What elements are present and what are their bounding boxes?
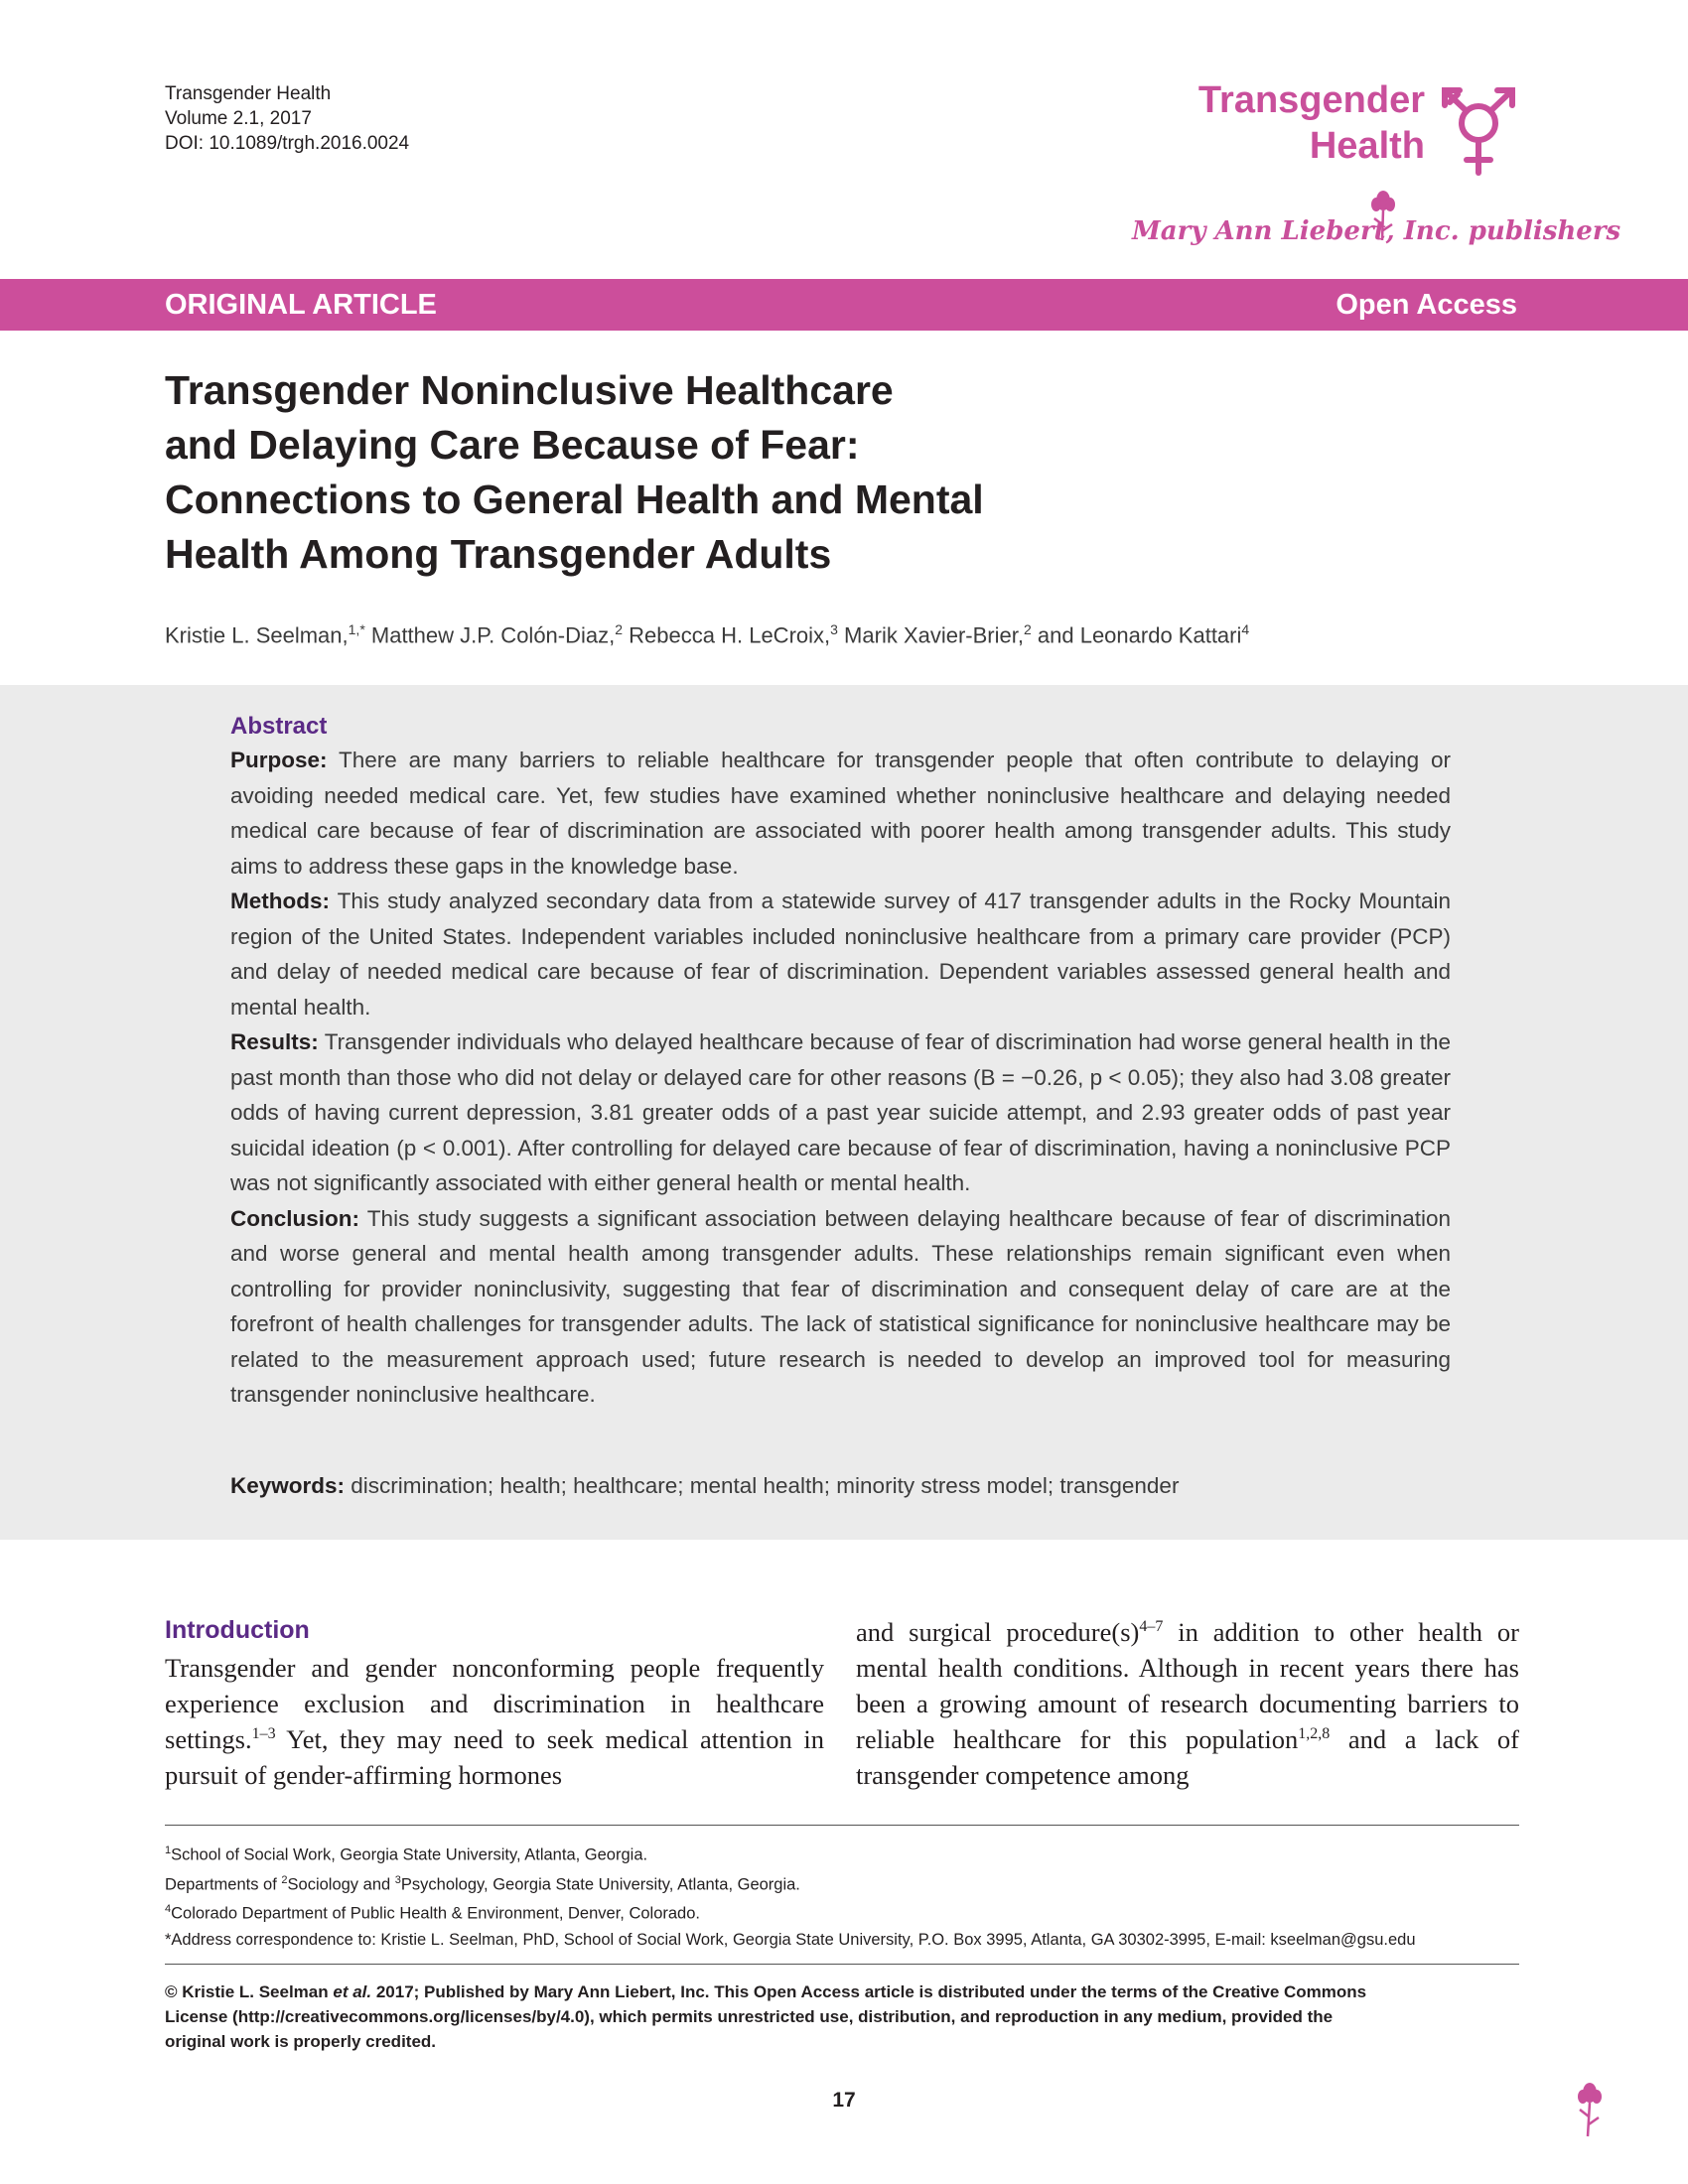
- abstract-heading: Abstract: [230, 713, 328, 740]
- flower-icon: [1575, 2081, 1605, 2138]
- author-name: Rebecca H. LeCroix,: [623, 622, 831, 648]
- affiliation-number: 1: [165, 1844, 172, 1856]
- license-text: et al.: [333, 1982, 372, 2001]
- author-name: Matthew J.P. Colón-Diaz,: [364, 622, 616, 648]
- title-line: and Delaying Care Because of Fear:: [165, 422, 860, 468]
- journal-info: [165, 81, 409, 156]
- correspondence: *Address correspondence to: Kristie L. Seelman, PhD, School of Social Work, Georgia State University, P.O. Box 3995, Atlanta, GA 30302-3995, E-mail: kseelman@gsu.edu: [165, 1931, 1416, 1949]
- author-list: [165, 621, 1249, 648]
- body-column-left: [165, 1650, 824, 1793]
- publisher-name: Mary Ann Liebert, Inc. publishers: [1132, 216, 1621, 246]
- page-number: 17: [832, 2089, 856, 2112]
- license-notice: [165, 1979, 1519, 2054]
- results-text: Transgender individuals who delayed healthcare because of fear of discrimination had worse general health in the past month than those who did not delay or delayed care for other reasons (B = −0.26, p < 0.05); they also had 3.08 greater odds of having current depression, 3.81 greater odds of a past year suicide attempt, and 2.93 greater odds of past year suicidal ideation (p < 0.001). After controlling for delayed care because of fear of discrimination, having a noninclusive PCP was not significantly associated with either general health or mental health.: [230, 1029, 1451, 1195]
- license-text: 2017; Published by Mary Ann Liebert, Inc. This Open Access article is distributed under the terms of the Creative Commons: [371, 1982, 1367, 2001]
- affiliation-text: Departments of: [165, 1875, 282, 1893]
- keywords: [230, 1473, 1179, 1499]
- abstract-purpose: [230, 743, 1451, 884]
- logo-line-2: Health: [1309, 125, 1425, 167]
- license-text: © Kristie L. Seelman: [165, 1982, 334, 2001]
- license-line: License (http://creativecommons.org/licenses/by/4.0), which permits unrestricted use, distribution, and reproduction in any medium, provided the: [165, 2007, 1334, 2026]
- body-text: in addition to other health or mental health conditions. Although in recent years there has been a growing amount of research documenting barriers to reliable healthcare for this population: [856, 1617, 1519, 1754]
- body-text: and a lack of transgender competence among: [856, 1724, 1519, 1790]
- author-affiliation: 1,*: [348, 621, 365, 637]
- abstract-conclusion: [230, 1201, 1451, 1413]
- citation: 1–3: [251, 1725, 276, 1743]
- logo-line-1: Transgender: [1197, 79, 1425, 121]
- introduction-heading: Introduction: [165, 1616, 310, 1644]
- affiliation-line: [165, 1897, 800, 1927]
- keywords-text: discrimination; health; healthcare; mental health; minority stress model; transgender: [345, 1473, 1180, 1498]
- journal-volume: Volume 2.1, 2017: [165, 108, 312, 129]
- affiliation-line: [165, 1868, 800, 1898]
- author-affiliation: 2: [1023, 621, 1032, 637]
- author-affiliation: 4: [1241, 621, 1250, 637]
- open-access-label: Open Access: [1336, 289, 1517, 321]
- affiliations: [165, 1839, 800, 1927]
- abstract: [230, 711, 1451, 1413]
- methods-text: This study analyzed secondary data from a statewide survey of 417 transgender adults in the Rocky Mountain region of the United States. Independent variables included noninclusive healthcare from a primary care provider (PCP) and delay of needed medical care because of fear of discrimination. Dependent variables assessed general health and mental health.: [230, 888, 1451, 1020]
- footnote-divider: [165, 1825, 1519, 1826]
- journal-doi: DOI: 10.1089/trgh.2016.0024: [165, 133, 410, 154]
- abstract-methods: [230, 884, 1451, 1024]
- affiliation-text: Sociology and: [287, 1875, 395, 1893]
- article-type: ORIGINAL ARTICLE: [165, 289, 437, 321]
- affiliation-text: Psychology, Georgia State University, Atlanta, Georgia.: [400, 1875, 800, 1893]
- journal-logo: [1198, 77, 1425, 169]
- transgender-symbol-icon: [1438, 83, 1519, 179]
- title-line: Health Among Transgender Adults: [165, 531, 832, 577]
- flower-icon: [1368, 189, 1398, 242]
- body-text: and surgical procedure(s): [856, 1617, 1140, 1647]
- body-text: Transgender and gender nonconforming people frequently experience exclusion and discrimination in healthcare settings.: [165, 1653, 824, 1754]
- author-name: Marik Xavier-Brier,: [837, 622, 1024, 648]
- title-line: Transgender Noninclusive Healthcare: [165, 367, 894, 413]
- article-title: [165, 363, 1356, 582]
- purpose-text: There are many barriers to reliable healthcare for transgender people that often contribute to delaying or avoiding needed medical care. Yet, few studies have examined whether noninclusive healthcare and delaying needed medical care because of fear of discrimination are associated with poorer health among transgender adults. This study aims to address these gaps in the knowledge base.: [230, 748, 1451, 879]
- affiliation-line: [165, 1839, 800, 1868]
- body-text: Yet, they may need to seek medical attention in pursuit of gender-affirming hormones: [165, 1724, 824, 1790]
- author-name: and Leonardo Kattari: [1031, 622, 1242, 648]
- purpose-label: Purpose:: [230, 748, 328, 772]
- journal-name: Transgender Health: [165, 83, 332, 104]
- license-line: original work is properly credited.: [165, 2032, 437, 2051]
- citation: 1,2,8: [1298, 1725, 1331, 1743]
- affiliation-text: Colorado Department of Public Health & Environment, Denver, Colorado.: [171, 1904, 700, 1923]
- license-divider: [165, 1964, 1519, 1965]
- results-label: Results:: [230, 1029, 319, 1054]
- affiliation-number: 4: [165, 1903, 172, 1915]
- citation: 4–7: [1139, 1618, 1164, 1636]
- affiliation-number: 3: [394, 1873, 401, 1886]
- affiliation-number: 2: [281, 1873, 288, 1886]
- methods-label: Methods:: [230, 888, 330, 913]
- license-line: [165, 1979, 1519, 2004]
- affiliation-text: School of Social Work, Georgia State University, Atlanta, Georgia.: [171, 1845, 648, 1864]
- title-line: Connections to General Health and Mental: [165, 477, 984, 522]
- abstract-results: [230, 1024, 1451, 1201]
- conclusion-label: Conclusion:: [230, 1205, 359, 1231]
- author-affiliation: 3: [830, 621, 838, 637]
- conclusion-text: This study suggests a significant association between delaying healthcare because of fear of discrimination and worse general and mental health among transgender adults. These relationships remain significant even when controlling for provider noninclusivity, suggesting that fear of discrimination and consequent delay of care are at the forefront of health challenges for transgender adults. The lack of statistical significance for noninclusive healthcare may be related to the measurement approach used; future research is needed to develop an improved tool for measuring transgender noninclusive healthcare.: [230, 1205, 1451, 1407]
- author-name: Kristie L. Seelman,: [165, 622, 349, 648]
- body-column-right: [856, 1614, 1519, 1793]
- author-affiliation: 2: [615, 621, 624, 637]
- keywords-label: Keywords:: [230, 1473, 346, 1498]
